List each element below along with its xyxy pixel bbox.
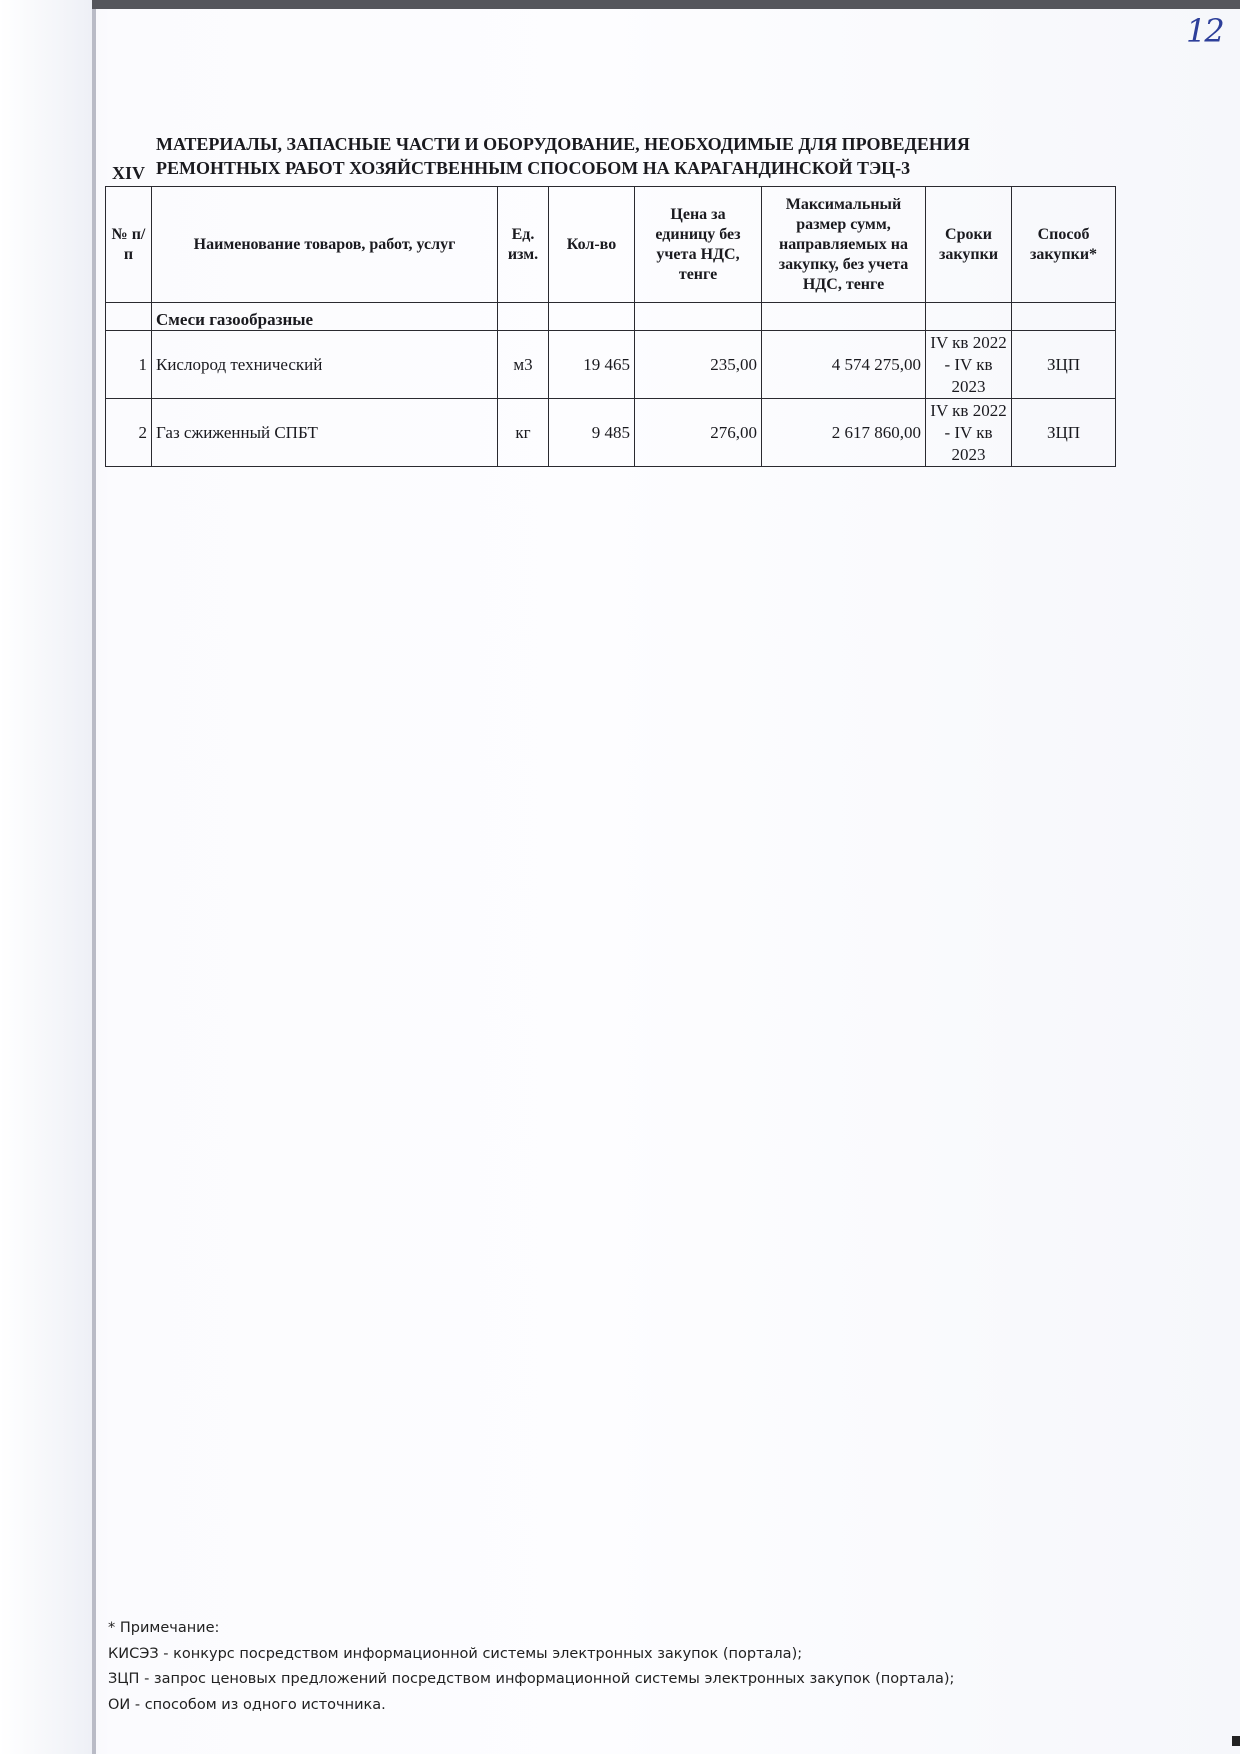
row-max-sum: 4 574 275,00 xyxy=(762,331,926,399)
group-label: Смеси газообразные xyxy=(152,303,498,331)
row-method: ЗЦП xyxy=(1012,331,1116,399)
row-unit: м3 xyxy=(498,331,549,399)
handwritten-page-number: 12 xyxy=(1186,12,1223,50)
section-title xyxy=(156,132,1056,180)
footnote-line: ОИ - способом из одного источника. xyxy=(108,1696,386,1713)
section-title-line-1: МАТЕРИАЛЫ, ЗАПАСНЫЕ ЧАСТИ И ОБОРУДОВАНИЕ, НЕОБХОДИМЫЕ ДЛЯ ПРОВЕДЕНИЯ xyxy=(156,134,970,154)
header-price: Цена за единицу без учета НДС, тенге xyxy=(635,187,762,303)
row-index: 1 xyxy=(106,331,152,399)
section-number: XIV xyxy=(112,163,146,183)
row-max-sum: 2 617 860,00 xyxy=(762,399,926,467)
header-period: Сроки закупки xyxy=(926,187,1012,303)
header-qty: Кол-во xyxy=(549,187,635,303)
group-cell-empty xyxy=(549,303,635,331)
row-qty: 9 485 xyxy=(549,399,635,467)
header-index: № п/п xyxy=(106,187,152,303)
scan-corner-mark xyxy=(1232,1736,1240,1746)
page-top-edge xyxy=(92,0,1240,9)
header-max-sum: Максимальный размер сумм, направляемых на закупку, без учета НДС, тенге xyxy=(762,187,926,303)
row-price: 235,00 xyxy=(635,331,762,399)
group-cell-empty xyxy=(1012,303,1116,331)
row-period: IV кв 2022 - IV кв 2023 xyxy=(926,399,1012,467)
header-name: Наименование товаров, работ, услуг xyxy=(152,187,498,303)
table-header-row xyxy=(106,187,1116,303)
footnote-line: ЗЦП - запрос ценовых предложений посредством информационной системы электронных закупок (портала); xyxy=(108,1671,955,1687)
row-method: ЗЦП xyxy=(1012,399,1116,467)
header-method: Способ закупки* xyxy=(1012,187,1116,303)
row-index: 2 xyxy=(106,399,152,467)
page-left-edge xyxy=(92,0,96,1754)
row-unit: кг xyxy=(498,399,549,467)
row-period: IV кв 2022 - IV кв 2023 xyxy=(926,331,1012,399)
row-qty: 19 465 xyxy=(549,331,635,399)
footnote-heading: * Примечание: xyxy=(108,1620,220,1636)
row-name: Кислород технический xyxy=(152,331,498,399)
section-title-line-2: РЕМОНТНЫХ РАБОТ ХОЗЯЙСТВЕННЫМ СПОСОБОМ НА КАРАГАНДИНСКОЙ ТЭЦ-3 xyxy=(156,158,911,178)
header-unit: Ед. изм. xyxy=(498,187,549,303)
table-row xyxy=(106,399,1116,467)
footnotes xyxy=(108,1616,1208,1718)
group-cell-empty xyxy=(106,303,152,331)
group-cell-empty xyxy=(498,303,549,331)
scan-margin xyxy=(0,0,92,1754)
footnote-line: КИСЭЗ - конкурс посредством информационной системы электронных закупок (портала); xyxy=(108,1645,803,1662)
group-row xyxy=(106,303,1116,331)
row-price: 276,00 xyxy=(635,399,762,467)
table-row xyxy=(106,331,1116,399)
group-cell-empty xyxy=(926,303,1012,331)
group-cell-empty xyxy=(635,303,762,331)
procurement-table xyxy=(105,186,1116,467)
row-name: Газ сжиженный СПБТ xyxy=(152,399,498,467)
group-cell-empty xyxy=(762,303,926,331)
